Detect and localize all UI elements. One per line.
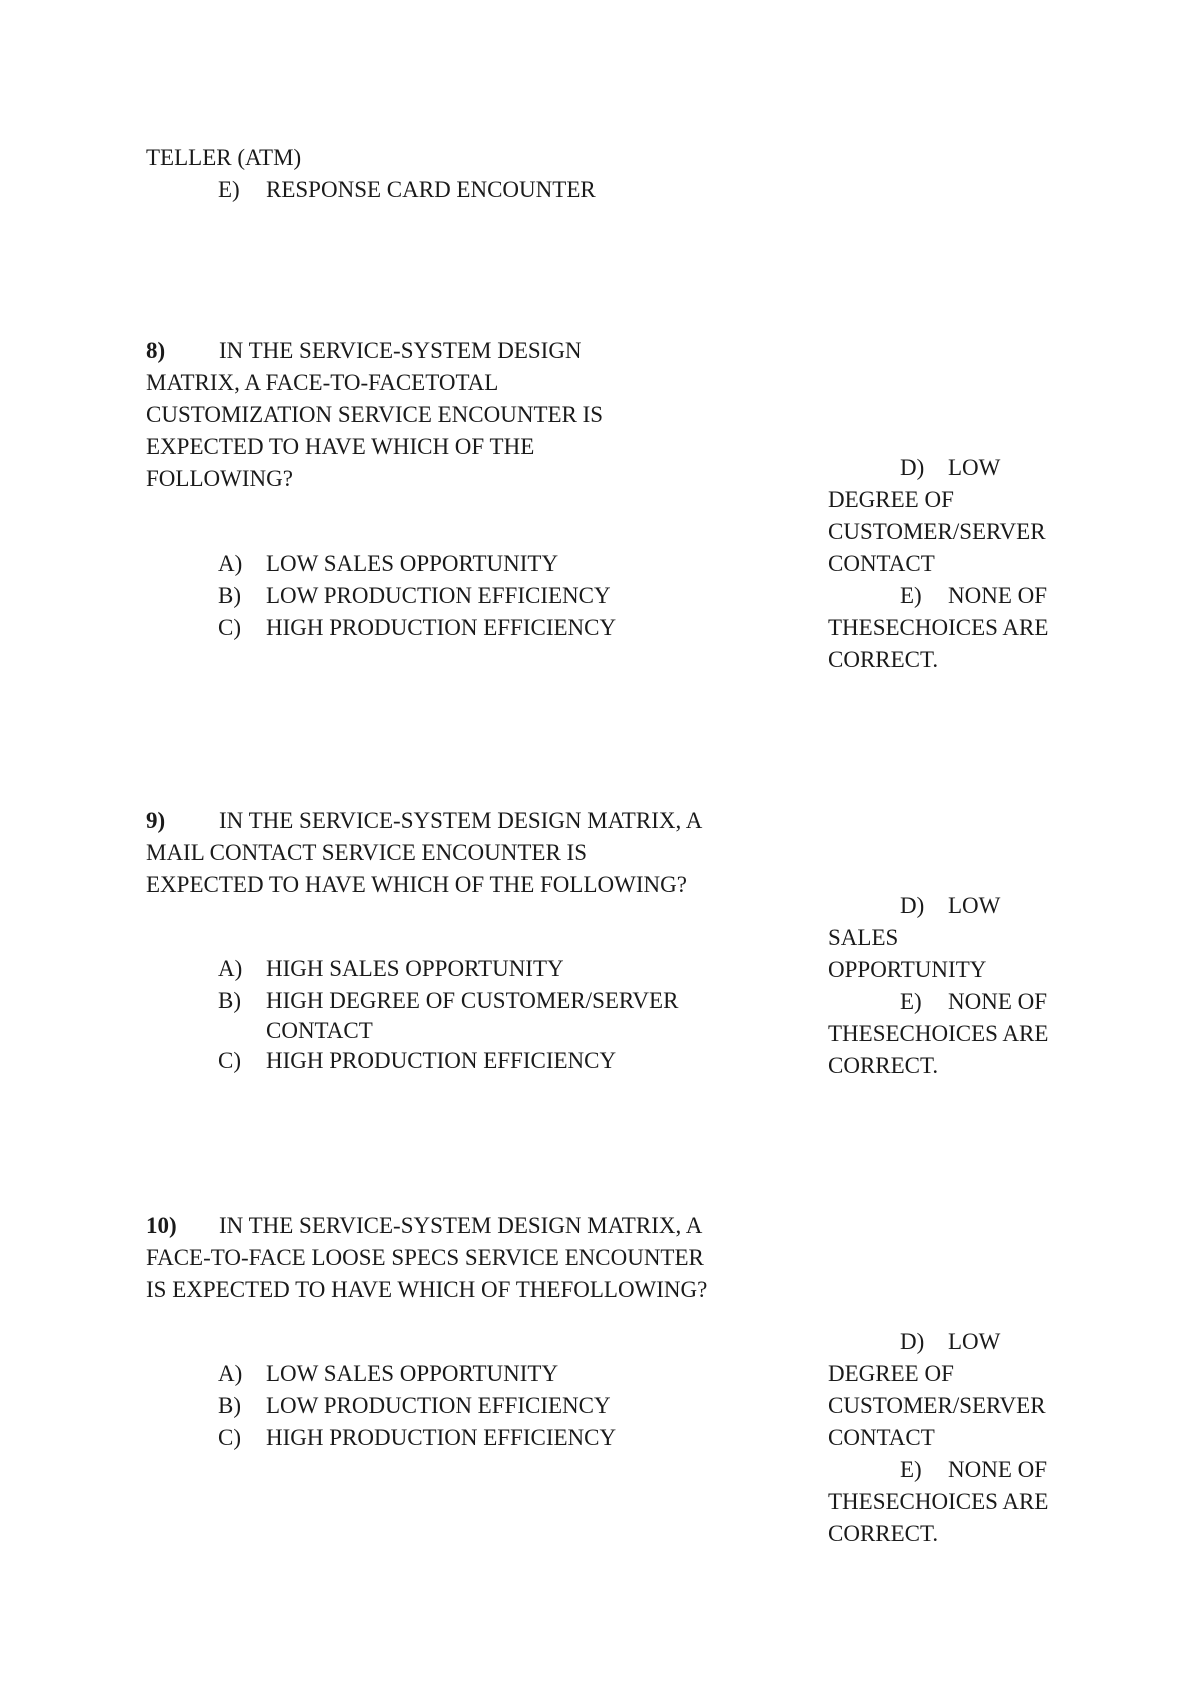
question-10-option-b bbox=[218, 1390, 611, 1422]
option-text: THESECHOICES ARE bbox=[828, 1021, 1049, 1046]
question-10-option-d-line-2 bbox=[828, 1358, 954, 1390]
question-number: 8) bbox=[146, 338, 166, 363]
question-9-option-e-line-3 bbox=[828, 1050, 938, 1082]
option-text: CORRECT. bbox=[828, 647, 939, 672]
option-text: HIGH DEGREE OF CUSTOMER/SERVER bbox=[266, 988, 679, 1013]
option-letter: A) bbox=[218, 551, 243, 576]
option-text: CONTACT bbox=[828, 551, 935, 576]
question-stem-text: IS EXPECTED TO HAVE WHICH OF THEFOLLOWING? bbox=[146, 1277, 708, 1302]
option-text: RESPONSE CARD ENCOUNTER bbox=[266, 177, 596, 202]
question-10-stem-line-2 bbox=[146, 1242, 704, 1274]
option-letter: E) bbox=[900, 989, 922, 1014]
option-text: HIGH PRODUCTION EFFICIENCY bbox=[266, 1425, 617, 1450]
question-stem-text: IN THE SERVICE-SYSTEM DESIGN MATRIX, A bbox=[219, 1213, 703, 1238]
question-10-option-e-line-2 bbox=[828, 1486, 1048, 1518]
option-text: HIGH PRODUCTION EFFICIENCY bbox=[266, 615, 617, 640]
question-8-option-d-line-2 bbox=[828, 484, 954, 516]
option-text: CORRECT. bbox=[828, 1053, 939, 1078]
option-text: LOW PRODUCTION EFFICIENCY bbox=[266, 583, 611, 608]
option-letter: B) bbox=[218, 583, 241, 608]
option-text: CORRECT. bbox=[828, 1521, 939, 1546]
question-9-stem-line-2 bbox=[146, 837, 587, 869]
option-text: LOW PRODUCTION EFFICIENCY bbox=[266, 1393, 611, 1418]
question-9-option-e-line-1 bbox=[900, 986, 1047, 1018]
option-text: DEGREE OF bbox=[828, 1361, 954, 1386]
question-10-option-e-line-1 bbox=[900, 1454, 1047, 1486]
question-8-option-d-line-3 bbox=[828, 516, 1046, 548]
option-letter: E) bbox=[900, 583, 922, 608]
option-text: CONTACT bbox=[828, 1425, 935, 1450]
option-text: OPPORTUNITY bbox=[828, 957, 987, 982]
option-text: LOW bbox=[948, 1329, 1001, 1354]
question-stem-text: EXPECTED TO HAVE WHICH OF THE bbox=[146, 434, 535, 459]
question-8-option-b bbox=[218, 580, 611, 612]
option-letter: C) bbox=[218, 615, 241, 640]
option-letter: A) bbox=[218, 1361, 243, 1386]
option-text: LOW SALES OPPORTUNITY bbox=[266, 1361, 559, 1386]
option-text: NONE OF bbox=[948, 989, 1048, 1014]
option-text: CONTACT bbox=[266, 1018, 373, 1043]
option-text: CUSTOMER/SERVER bbox=[828, 519, 1046, 544]
question-stem-text: FOLLOWING? bbox=[146, 466, 293, 491]
option-letter: E) bbox=[900, 1457, 922, 1482]
question-10-option-d-line-1 bbox=[900, 1326, 1000, 1358]
option-text: LOW SALES OPPORTUNITY bbox=[266, 551, 559, 576]
question-10-option-c bbox=[218, 1422, 616, 1454]
question-9-option-e-line-2 bbox=[828, 1018, 1048, 1050]
continuation-option-e bbox=[218, 174, 596, 206]
option-text: CUSTOMER/SERVER bbox=[828, 1393, 1046, 1418]
option-text: NONE OF bbox=[948, 1457, 1048, 1482]
question-stem-text: FACE-TO-FACE LOOSE SPECS SERVICE ENCOUNTER bbox=[146, 1245, 704, 1270]
option-text: SALES bbox=[828, 925, 899, 950]
question-stem-text: IN THE SERVICE-SYSTEM DESIGN MATRIX, A bbox=[219, 808, 703, 833]
option-text: HIGH PRODUCTION EFFICIENCY bbox=[266, 1048, 617, 1073]
question-8-option-e-line-3 bbox=[828, 644, 938, 676]
option-letter: B) bbox=[218, 1393, 241, 1418]
question-8-option-d-line-4 bbox=[828, 548, 935, 580]
question-9-option-d-line-1 bbox=[900, 890, 1000, 922]
question-8-stem-line-4 bbox=[146, 431, 534, 463]
question-9-option-b-line-1 bbox=[218, 985, 678, 1017]
option-text: NONE OF bbox=[948, 583, 1048, 608]
option-text: THESECHOICES ARE bbox=[828, 1489, 1049, 1514]
option-letter: E) bbox=[218, 177, 240, 202]
option-letter: A) bbox=[218, 956, 243, 981]
question-8-stem-line-3 bbox=[146, 399, 603, 431]
question-stem-text: MAIL CONTACT SERVICE ENCOUNTER IS bbox=[146, 840, 587, 865]
question-10-option-e-line-3 bbox=[828, 1518, 938, 1550]
question-10-option-a bbox=[218, 1358, 558, 1390]
question-9-option-c bbox=[218, 1045, 616, 1077]
question-8-option-c bbox=[218, 612, 616, 644]
question-stem-text: MATRIX, A FACE-TO-FACETOTAL bbox=[146, 370, 499, 395]
question-9-option-d-line-3 bbox=[828, 954, 986, 986]
question-9-option-b-line-2 bbox=[266, 1015, 373, 1047]
question-9-option-a bbox=[218, 953, 564, 985]
question-9-stem-line-3 bbox=[146, 869, 687, 901]
option-letter: C) bbox=[218, 1048, 241, 1073]
question-10-option-d-line-3 bbox=[828, 1390, 1046, 1422]
option-letter: C) bbox=[218, 1425, 241, 1450]
question-8-stem-line-2 bbox=[146, 367, 498, 399]
question-8-stem-line-1 bbox=[146, 335, 582, 367]
question-8-option-e-line-1 bbox=[900, 580, 1047, 612]
option-letter: B) bbox=[218, 988, 241, 1013]
question-10-stem-line-3 bbox=[146, 1274, 707, 1306]
option-letter: D) bbox=[900, 1329, 925, 1354]
question-stem-text: EXPECTED TO HAVE WHICH OF THE FOLLOWING? bbox=[146, 872, 687, 897]
question-8-option-e-line-2 bbox=[828, 612, 1048, 644]
option-letter: D) bbox=[900, 455, 925, 480]
question-10-option-d-line-4 bbox=[828, 1422, 935, 1454]
question-stem-text: IN THE SERVICE-SYSTEM DESIGN bbox=[219, 338, 582, 363]
option-letter: D) bbox=[900, 893, 925, 918]
option-text: LOW bbox=[948, 893, 1001, 918]
option-text: DEGREE OF bbox=[828, 487, 954, 512]
question-stem-text: CUSTOMIZATION SERVICE ENCOUNTER IS bbox=[146, 402, 604, 427]
option-text: HIGH SALES OPPORTUNITY bbox=[266, 956, 564, 981]
continuation-line bbox=[146, 142, 301, 174]
question-8-option-a bbox=[218, 548, 558, 580]
question-10-stem-line-1 bbox=[146, 1210, 702, 1242]
question-9-option-d-line-2 bbox=[828, 922, 898, 954]
question-8-option-d-line-1 bbox=[900, 452, 1000, 484]
question-9-stem-line-1 bbox=[146, 805, 702, 837]
continuation-text: TELLER (ATM) bbox=[146, 145, 302, 170]
question-number: 10) bbox=[146, 1213, 177, 1238]
option-text: LOW bbox=[948, 455, 1001, 480]
question-number: 9) bbox=[146, 808, 166, 833]
option-text: THESECHOICES ARE bbox=[828, 615, 1049, 640]
question-8-stem-line-5 bbox=[146, 463, 293, 495]
